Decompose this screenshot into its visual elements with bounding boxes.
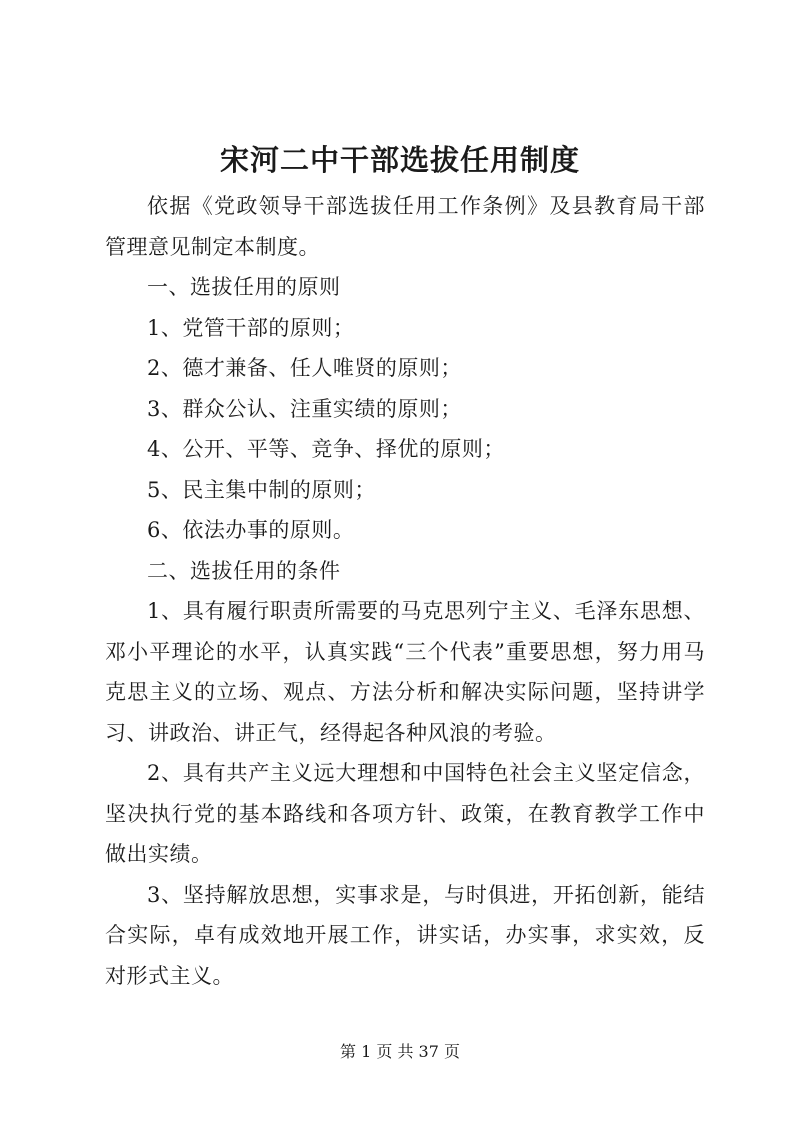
document-body	[105, 186, 705, 996]
condition-paragraph-1: 1、具有履行职责所需要的马克思列宁主义、毛泽东思想、邓小平理论的水平，认真实践“三个代表”重要思想，努力用马克思主义的立场、观点、方法分析和解决实际问题，坚持讲学习、讲政治、讲正气，经得起各种风浪的考验。	[105, 599, 705, 745]
list-item: 1、党管干部的原则；	[147, 315, 355, 340]
list-item: 5、民主集中制的原则；	[147, 477, 376, 502]
section-heading-conditions: 二、选拔任用的条件	[147, 558, 341, 583]
list-item: 6、依法办事的原则。	[147, 518, 355, 542]
section-heading-principles: 一、选拔任用的原则	[147, 275, 341, 299]
list-item: 2、德才兼备、任人唯贤的原则；	[147, 356, 462, 380]
page-number-footer: 第 1 页 共 37 页	[340, 1042, 460, 1061]
condition-paragraph-2: 2、具有共产主义远大理想和中国特色社会主义坚定信念，坚决执行党的基本路线和各项方针、政策，在教育教学工作中做出实绩。	[105, 761, 705, 866]
document-title: 宋河二中干部选拔任用制度	[219, 143, 580, 177]
list-item: 4、公开、平等、竞争、择优的原则；	[147, 437, 505, 461]
paragraph-intro: 依据《党政领导干部选拔任用工作条例》及县教育局干部管理意见制定本制度。	[105, 194, 705, 259]
condition-paragraph-3: 3、坚持解放思想，实事求是，与时俱进，开拓创新，能结合实际，卓有成效地开展工作，讲实话，办实事，求实效，反对形式主义。	[105, 882, 705, 988]
list-item: 3、群众公认、注重实绩的原则；	[147, 396, 462, 421]
